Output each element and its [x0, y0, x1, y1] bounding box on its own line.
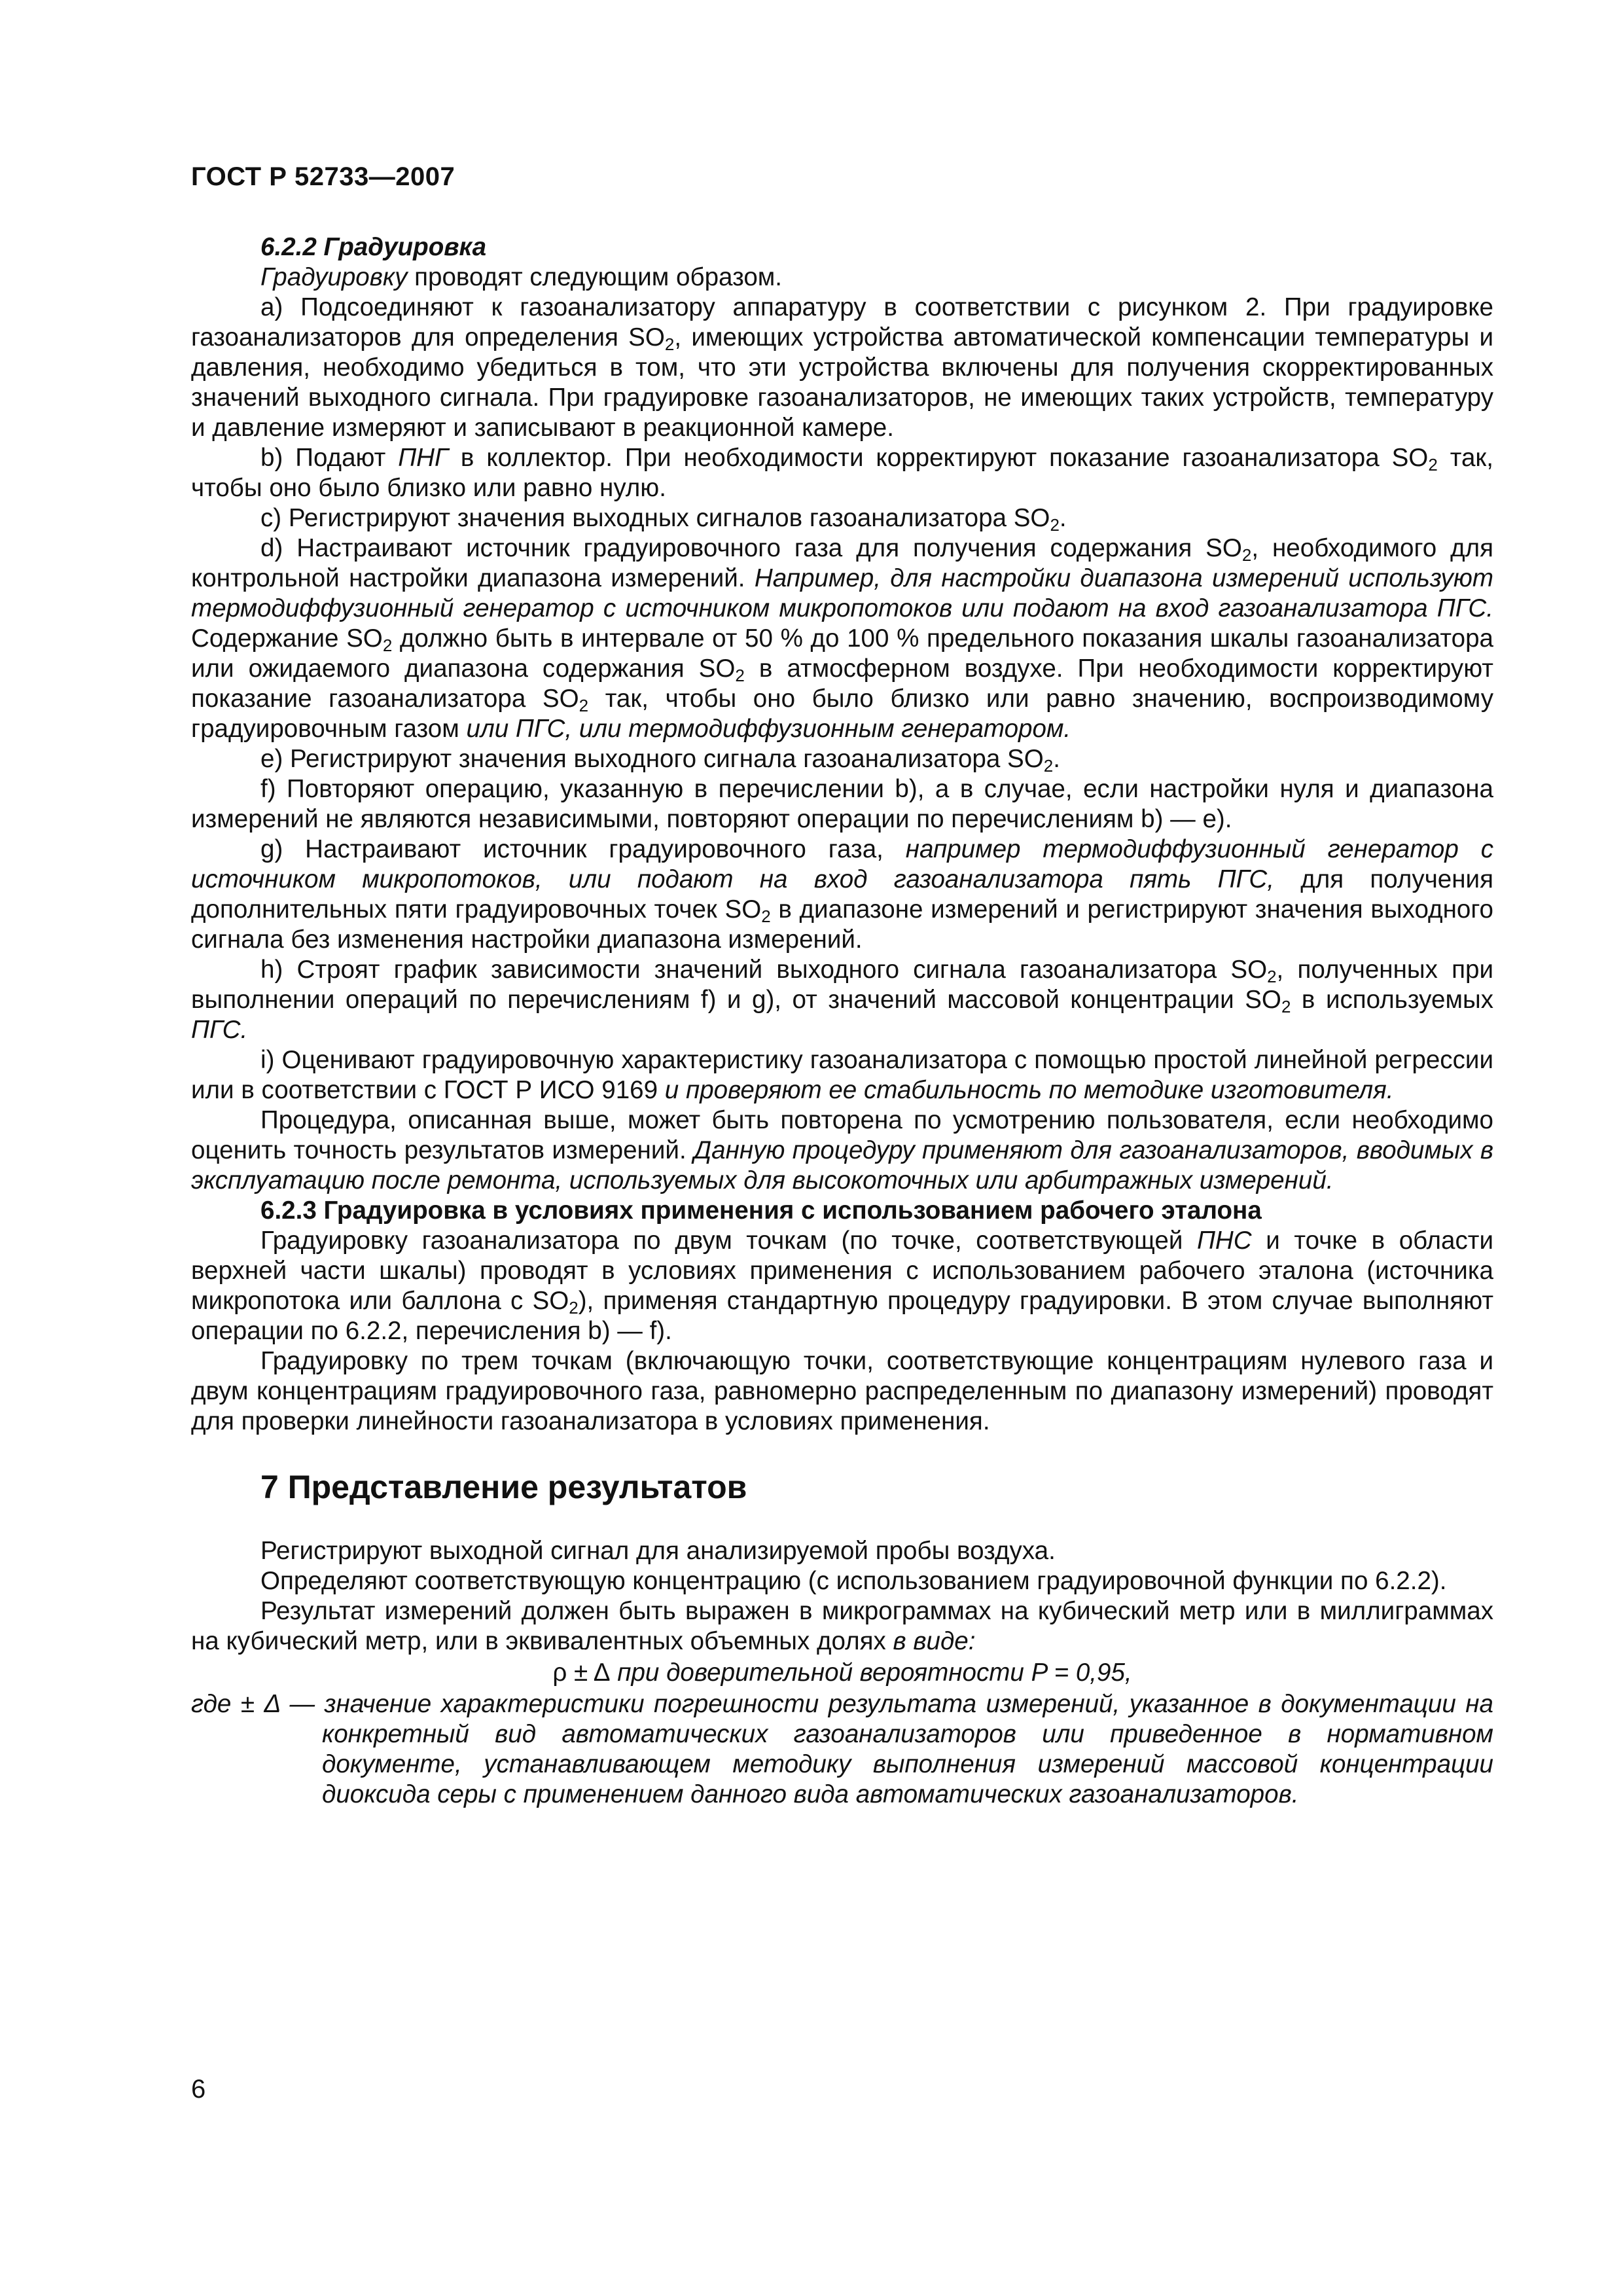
paragraph-item-d: d) Настраивают источник градуировочного газа для получения содержания $SO_2$, необходимого для контрольной настройки диапазона измерений. Например, для настройки диапазона измерений используют термодиффузионный генератор с источником микропотоков или подают на вход газоанализатора ПГС. Содержание $SO_2$ должно быть в интервале от 50 % до 100 % предельного показания шкалы газоанализатора или ожидаемого диапазона содержания $SO_2$ в атмосферном воздухе. При необходимости корректируют показание газоанализатора $SO_2$ так, чтобы оно было близко или равно значению, воспроизводимому градуировочным газом или ПГС, или термодиффузионным генератором. — [191, 534, 1494, 743]
paragraph-intro: Градуировку проводят следующим образом. — [260, 263, 783, 291]
paragraph-three-point-calibration: Градуировку по трем точкам (включающую точки, соответствующие концентрациям нулевого газа и двум концентрациям градуировочного газа, равномерно распределенным по диапазону измерений) проводят для проверки линейности газоанализатора в условиях применения. — [191, 1347, 1493, 1435]
paragraph-item-i: i) Оценивают градуировочную характеристику газоанализатора с помощью простой линейной регрессии или в соответствии с ГОСТ Р ИСО 9169 и проверяют ее стабильность по методике изготовителя. — [191, 1046, 1493, 1104]
paragraph-item-g: g) Настраивают источник градуировочного газа, например термодиффузионный генератор с источником микропотоков, или подают на вход газоанализатора пять ПГС, для получения дополнительных пяти градуировочных точек $SO_2$ в диапазоне измерений и регистрируют значения выходного сигнала без изменения настройки диапазона измерений. — [191, 835, 1494, 954]
paragraph-item-e: e) Регистрируют значения выходного сигнала газоанализатора $SO_2$. — [260, 745, 1060, 776]
section-6-2-2-heading: 6.2.2 Градуировка — [260, 233, 487, 261]
page-number: 6 — [191, 2075, 206, 2104]
paragraph-item-h: h) Строят график зависимости значений выходного сигнала газоанализатора $SO_2$, полученных при выполнении операций по перечислениям f) и g), от значений массовой концентрации $SO_2$ в используемых ПГС. — [191, 956, 1493, 1044]
paragraph-result-units: Результат измерений должен быть выражен в микрограммах на кубический метр или в миллиграммах на кубический метр, или в эквивалентных объемных долях в виде: — [191, 1597, 1493, 1655]
result-formula: ρ ± Δ при доверительной вероятности P = 0,95, — [552, 1659, 1132, 1687]
section-6-2-3-heading: 6.2.3 Градуировка в условиях применения с использованием рабочего эталона — [260, 1196, 1262, 1225]
formula-legend-text: где ± Δ — значение характеристики погрешности результата измерений, указанное в документации на конкретный вид автоматических газоанализаторов или приведенное в нормативном документе, устанавливающем методику выполнения измерений массовой концентрации диоксида серы с применением данного вида автоматических газоанализаторов. — [191, 1690, 1493, 1808]
paragraph-procedure-note: Процедура, описанная выше, может быть повторена по усмотрению пользователя, если необходимо оценить точность результатов измерений. Данную процедуру применяют для газоанализаторов, вводимых в эксплуатацию после ремонта, используемых для высокоточных или арбитражных измерений. — [191, 1106, 1493, 1194]
paragraph-item-a: a) Подсоединяют к газоанализатору аппаратуру в соответствии с рисунком 2. При градуировке газоанализаторов для определения $SO_2$, имеющих устройства автоматической компенсации температуры и давления, необходимо убедиться в том, что эти устройства включены для получения скорректированных значений выходного сигнала. При градуировке газоанализаторов, не имеющих таких устройств, температуру и давление измеряют и записывают в реакционной камере. — [191, 293, 1493, 442]
section-7-heading: 7 Представление результатов — [260, 1469, 747, 1505]
paragraph-two-point-calibration: Градуировку газоанализатора по двум точкам (по точке, соответствующей ПНС и точке в области верхней части шкалы) проводят в условиях применения с использованием рабочего эталона (источника микропотока или баллона с $SO_2$), применяя стандартную процедуру градуировки. В этом случае выполняют операции по 6.2.2, перечисления b) — f). — [191, 1227, 1494, 1345]
paragraph-determine-concentration: Определяют соответствующую концентрацию (с использованием градуировочной функции по 6.2.2). — [260, 1567, 1447, 1595]
paragraph-item-f: f) Повторяют операцию, указанную в перечислении b), а в случае, если настройки нуля и диапазона измерений не являются независимыми, повторяют операции по перечислениям b) — e). — [191, 775, 1493, 833]
paragraph-register-signal: Регистрируют выходной сигнал для анализируемой пробы воздуха. — [260, 1537, 1056, 1565]
standard-number-header: ГОСТ Р 52733—2007 — [191, 162, 455, 191]
paragraph-item-b: b) Подают ПНГ в коллектор. При необходимости корректируют показание газоанализатора $SO_2$ так, чтобы оно было близко или равно нулю. — [191, 444, 1493, 502]
paragraph-item-c: c) Регистрируют значения выходных сигналов газоанализатора $SO_2$. — [260, 504, 1067, 535]
formula-legend — [191, 1689, 1493, 1810]
document-body — [191, 232, 1493, 1810]
